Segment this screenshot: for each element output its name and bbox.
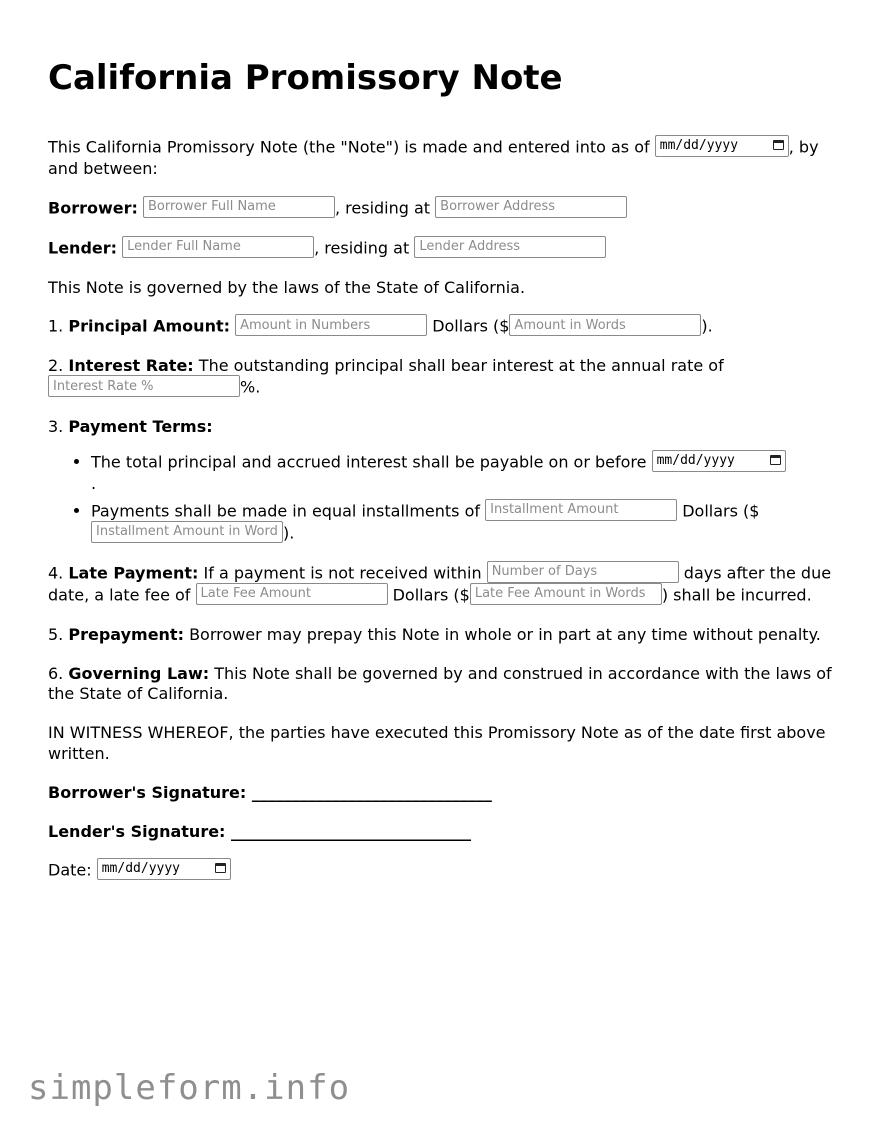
- payment-due-text: The total principal and accrued interest shall be payable on or before: [91, 452, 647, 472]
- principal-label: Principal Amount:: [68, 316, 230, 336]
- payment-terms-heading: [48, 417, 838, 438]
- watermark: simpleform.info: [28, 1068, 351, 1108]
- section-number: 2.: [48, 356, 64, 376]
- section-number: 4.: [48, 563, 64, 583]
- borrower-address-input[interactable]: [435, 196, 627, 218]
- signature-date-input[interactable]: mm/dd/yyyy: [97, 858, 231, 880]
- late-payment-text: If a payment is not received within: [203, 563, 482, 583]
- intro-paragraph: [48, 137, 838, 180]
- installment-amount-input[interactable]: [485, 499, 677, 521]
- governing-law-text: This Note shall be governed by and construed in accordance with the laws of the State of California.: [48, 663, 832, 704]
- late-fee-words-input[interactable]: [470, 583, 662, 605]
- principal-section: [48, 316, 838, 338]
- installment-words-input[interactable]: [91, 521, 283, 543]
- agreement-date-input[interactable]: mm/dd/yyyy: [655, 135, 789, 157]
- payment-terms-label: Payment Terms:: [68, 417, 213, 437]
- borrower-residing-text: , residing at: [334, 198, 431, 218]
- principal-dollars-text: Dollars ($: [432, 316, 510, 336]
- section-number: 6.: [48, 663, 64, 683]
- lender-signature-line: Lender's Signature: ______________________________: [48, 821, 472, 841]
- interest-label: Interest Rate:: [68, 356, 194, 376]
- intro-text-after: , by and between:: [48, 137, 819, 178]
- payment-due-end: .: [91, 473, 97, 493]
- lender-line: [48, 238, 838, 260]
- document-page: [48, 58, 838, 900]
- lender-address-input[interactable]: [414, 236, 606, 258]
- lender-name-input[interactable]: [122, 236, 314, 258]
- installment-dollars-text: Dollars ($: [682, 501, 760, 521]
- calendar-icon: [215, 863, 226, 873]
- principal-amount-input[interactable]: [235, 314, 427, 336]
- interest-suffix: %.: [240, 377, 261, 397]
- witness-statement: IN WITNESS WHEREOF, the parties have executed this Promissory Note as of the date first above written.: [48, 723, 826, 763]
- list-item: [91, 452, 838, 495]
- section-number: 5.: [48, 624, 64, 644]
- section-number: 3.: [48, 417, 64, 437]
- late-fee-dollars-text: Dollars ($: [392, 585, 470, 605]
- late-payment-section: [48, 563, 838, 607]
- list-item: [91, 501, 838, 545]
- prepayment-text: Borrower may prepay this Note in whole or in part at any time without penalty.: [189, 624, 821, 644]
- principal-words-input[interactable]: [509, 314, 701, 336]
- prepayment-label: Prepayment:: [68, 624, 184, 644]
- date-label: Date:: [48, 860, 92, 880]
- lender-residing-text: , residing at: [314, 238, 410, 258]
- calendar-icon: [773, 140, 784, 150]
- principal-close: ).: [701, 316, 713, 336]
- payment-terms-list: [48, 452, 838, 545]
- interest-rate-input[interactable]: [48, 375, 240, 397]
- calendar-icon: [770, 455, 781, 465]
- page-title: California Promissory Note: [48, 58, 563, 98]
- installment-text: Payments shall be made in equal installments of: [91, 501, 481, 521]
- late-payment-text-2: days after the due date, a late fee of: [48, 563, 832, 605]
- borrower-label: Borrower:: [48, 198, 138, 218]
- borrower-signature-line: Borrower's Signature: ______________________________: [48, 782, 492, 802]
- governed-statement: This Note is governed by the laws of the State of California.: [48, 277, 526, 297]
- installment-end: ).: [283, 523, 295, 543]
- interest-section: [48, 356, 838, 399]
- borrower-name-input[interactable]: [143, 196, 335, 218]
- late-days-input[interactable]: [487, 561, 679, 583]
- governing-law-label: Governing Law:: [68, 663, 210, 683]
- late-payment-end: ) shall be incurred.: [661, 585, 812, 605]
- late-fee-input[interactable]: [196, 583, 388, 605]
- governing-law-section: [48, 664, 838, 706]
- intro-text: This California Promissory Note (the "Note") is made and entered into as of: [48, 137, 650, 157]
- payment-due-date-input[interactable]: mm/dd/yyyy: [652, 450, 786, 472]
- section-number: 1.: [48, 316, 64, 336]
- signature-date-line: [48, 860, 838, 882]
- lender-label: Lender:: [48, 238, 118, 258]
- interest-text: The outstanding principal shall bear interest at the annual rate of: [198, 356, 724, 376]
- prepayment-section: [48, 625, 838, 646]
- late-payment-label: Late Payment:: [68, 563, 199, 583]
- borrower-line: [48, 198, 838, 220]
